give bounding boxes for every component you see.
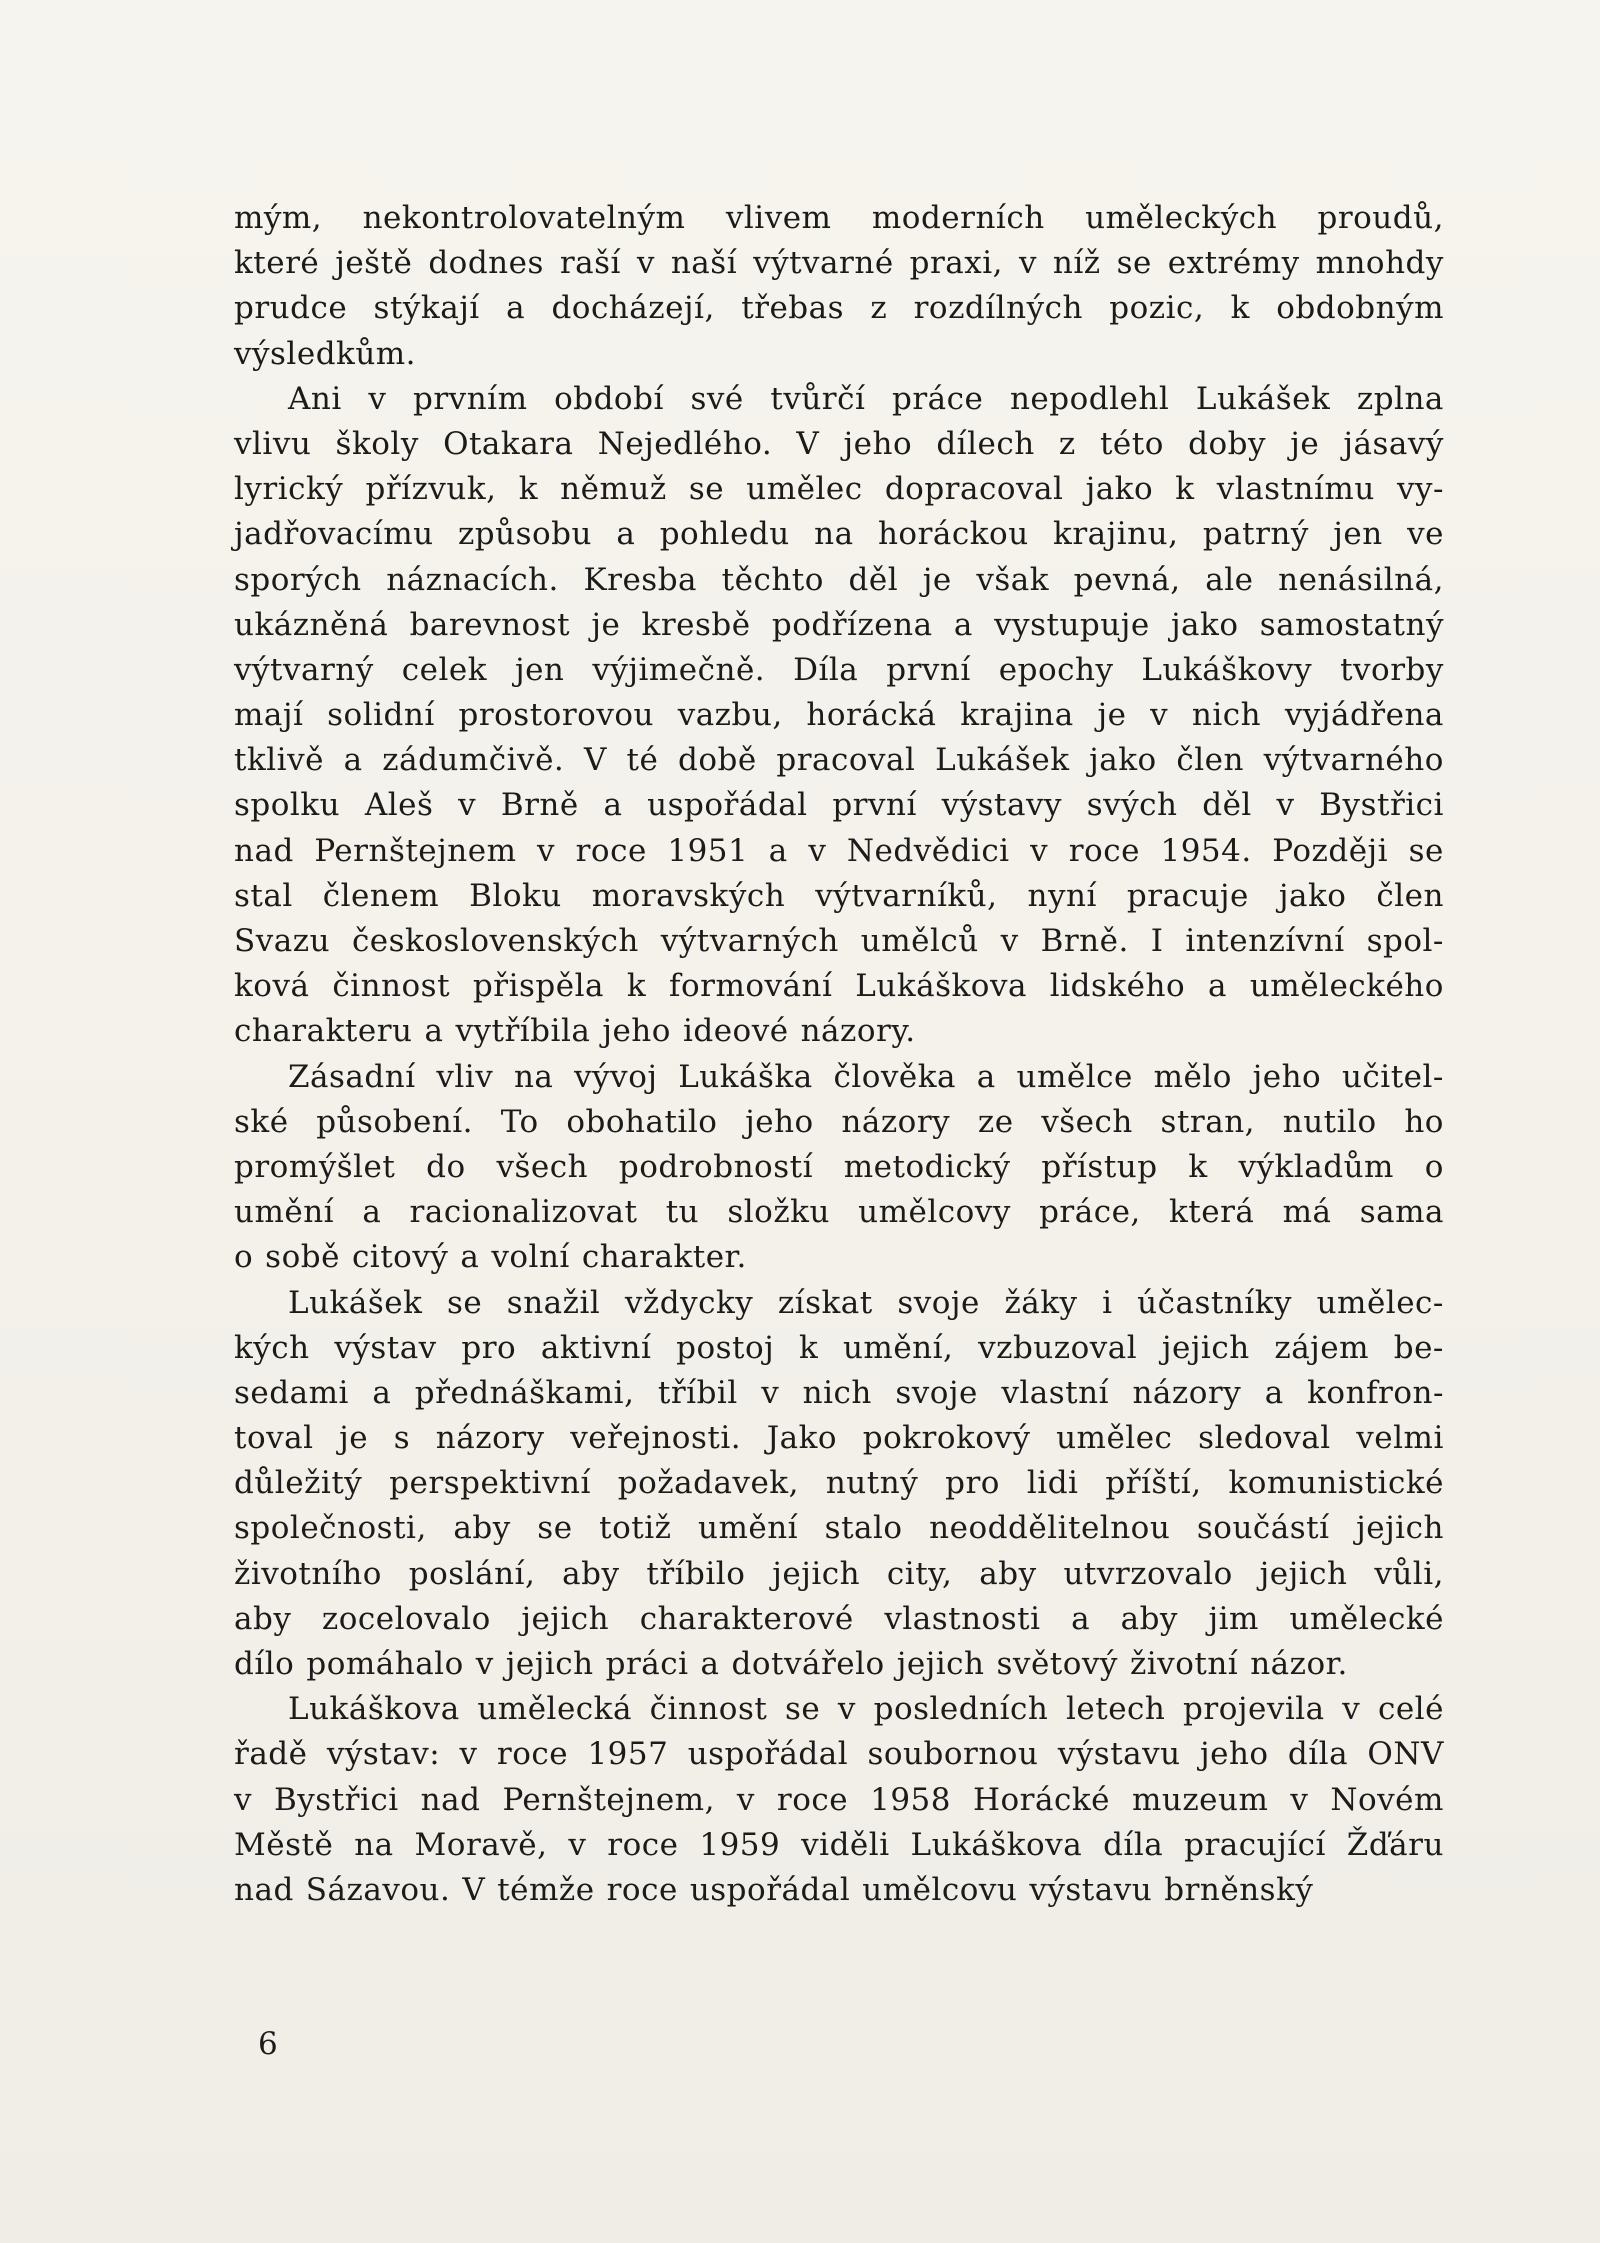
text-line: sporých náznacích. Kresba těchto děl je však pevná, ale nenásilná,: [234, 561, 1444, 598]
paragraph: [234, 196, 1444, 377]
text-line: v Bystřici nad Pernštejnem, v roce 1958 Horácké muzeum v Novém: [234, 1781, 1444, 1818]
paragraph: [234, 1687, 1444, 1913]
text-line: sedami a přednáškami, tříbil v nich svoje vlastní názory a konfron-: [234, 1374, 1444, 1411]
text-line: životního poslání, aby tříbilo jejich city, aby utvrzovalo jejich vůli,: [234, 1555, 1444, 1592]
text-line: mým, nekontrolovatelným vlivem moderních uměleckých proudů,: [234, 200, 1444, 236]
text-line: aby zocelovalo jejich charakterové vlastnosti a aby jim umělecké: [234, 1600, 1444, 1637]
text-line: spolku Aleš v Brně a uspořádal první výstavy svých děl v Bystřici: [234, 787, 1444, 824]
text-line: nad Sázavou. V témže roce uspořádal umělcovu výstavu brněnský: [234, 1871, 1314, 1908]
text-line: výtvarný celek jen výjimečně. Díla první epochy Lukáškovy tvorby: [234, 651, 1444, 688]
text-line: řadě výstav: v roce 1957 uspořádal soubornou výstavu jeho díla ONV: [234, 1736, 1444, 1773]
text-line: ské působení. To obohatilo jeho názory ze všech stran, nutilo ho: [234, 1103, 1444, 1140]
text-line: jadřovacímu způsobu a pohledu na horáckou krajinu, patrný jen ve: [234, 516, 1444, 553]
text-line: dílo pomáhalo v jejich práci a dotvářelo jejich světový životní názor.: [234, 1646, 1348, 1682]
text-line: důležitý perspektivní požadavek, nutný pro lidi příští, komunistické: [234, 1465, 1444, 1502]
page-number: 6: [258, 2026, 278, 2062]
text-line: umění a racionalizovat tu složku umělcovy práce, která má sama: [234, 1194, 1444, 1231]
text-line: stal členem Bloku moravských výtvarníků, nyní pracuje jako člen: [234, 877, 1444, 914]
text-line: ková činnost přispěla k formování Lukáškova lidského a uměleckého: [234, 968, 1444, 1005]
paragraph: [234, 377, 1444, 1055]
text-line: prudce stýkají a docházejí, třebas z rozdílných pozic, k obdobným: [234, 290, 1444, 327]
text-line: výsledkům.: [234, 335, 417, 372]
text-line: promýšlet do všech podrobností metodický přístup k výkladům o: [234, 1148, 1444, 1185]
text-line: Městě na Moravě, v roce 1959 viděli Lukáškova díla pracující Žďáru: [234, 1826, 1444, 1863]
text-line: o sobě citový a volní charakter.: [234, 1239, 747, 1276]
text-line: které ještě dodnes raší v naší výtvarné praxi, v níž se extrémy mnohdy: [234, 245, 1444, 282]
paragraph: [234, 1055, 1444, 1281]
text-line: Lukášek se snažil vždycky získat svoje žáky i účastníky umělec-: [288, 1284, 1444, 1321]
text-line: kých výstav pro aktivní postoj k umění, vzbuzoval jejich zájem be-: [234, 1329, 1444, 1366]
text-line: ukázněná barevnost je kresbě podřízena a vystupuje jako samostatný: [234, 606, 1444, 643]
text-line: tklivě a zádumčivě. V té době pracoval Lukášek jako člen výtvarného: [234, 742, 1444, 779]
paragraph: [234, 1281, 1444, 1688]
text-line: vlivu školy Otakara Nejedlého. V jeho dílech z této doby je jásavý: [234, 425, 1444, 462]
text-line: Lukáškova umělecká činnost se v posledních letech projevila v celé: [288, 1691, 1444, 1728]
text-line: společnosti, aby se totiž umění stalo neoddělitelnou součástí jejich: [234, 1510, 1444, 1547]
text-line: nad Pernštejnem v roce 1951 a v Nedvědici v roce 1954. Později se: [234, 832, 1444, 869]
text-line: Zásadní vliv na vývoj Lukáška člověka a umělce mělo jeho učitel-: [288, 1058, 1444, 1095]
text-line: lyrický přízvuk, k němuž se umělec dopracoval jako k vlastnímu vy-: [234, 471, 1444, 508]
text-line: mají solidní prostorovou vazbu, horácká krajina je v nich vyjádřena: [234, 697, 1444, 734]
text-line: Svazu československých výtvarných umělců v Brně. I intenzívní spol-: [234, 923, 1444, 959]
text-line: charakteru a vytříbila jeho ideové názory.: [234, 1013, 916, 1050]
text-line: toval je s názory veřejnosti. Jako pokrokový umělec sledoval velmi: [234, 1420, 1444, 1457]
body-text: [234, 196, 1444, 1913]
text-line: Ani v prvním období své tvůrčí práce nepodlehl Lukášek zplna: [288, 380, 1444, 417]
